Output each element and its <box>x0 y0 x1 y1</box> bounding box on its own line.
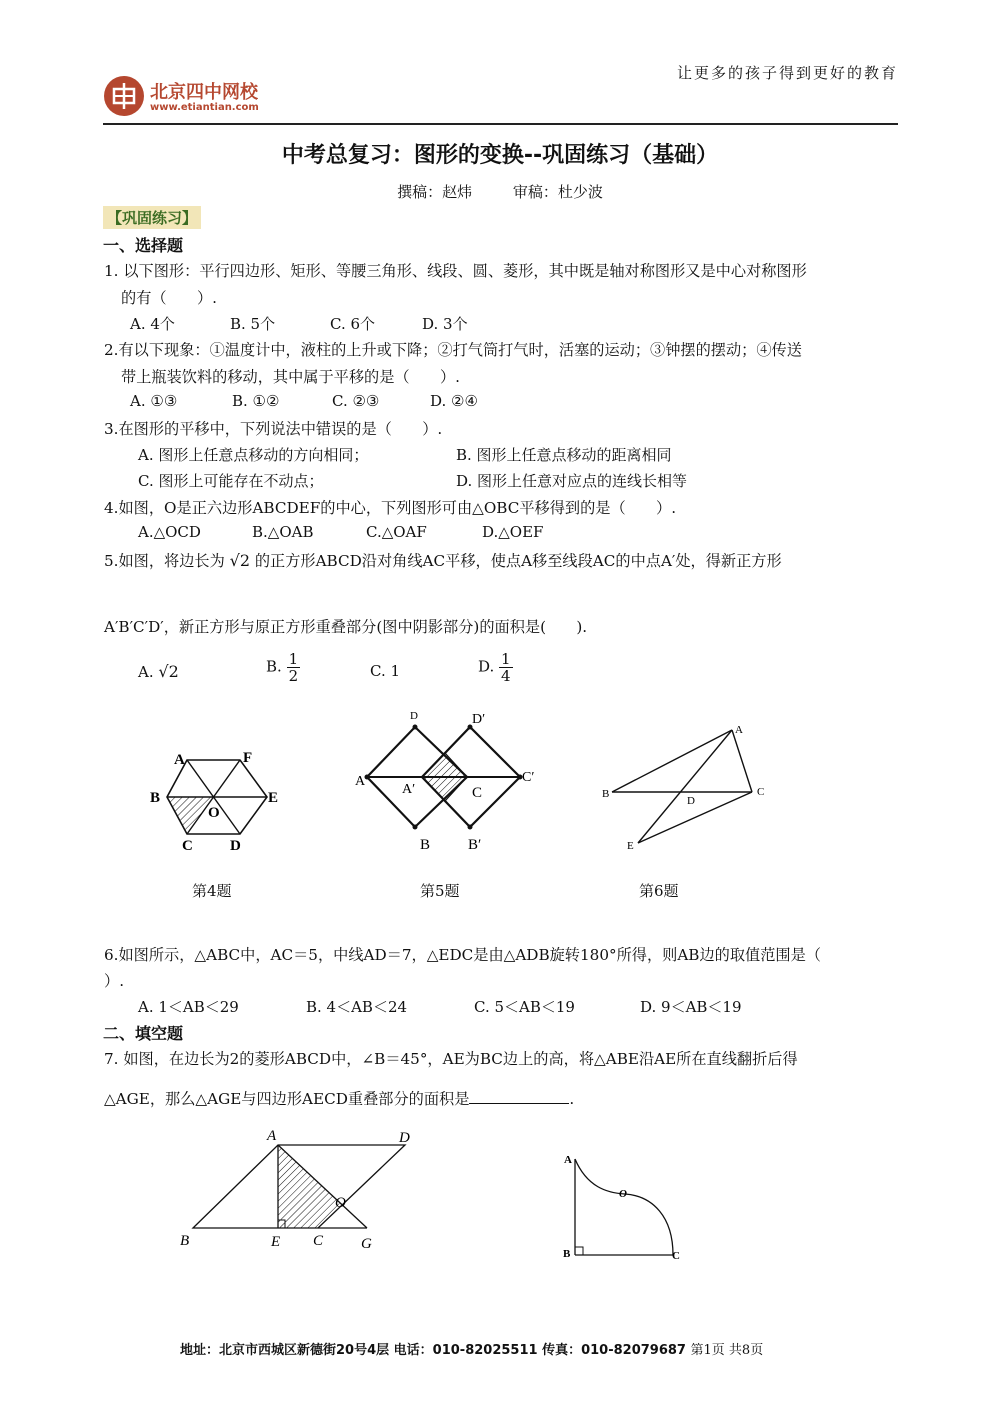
q1-option-b: B. 5个 <box>230 315 276 333</box>
q2-line1: 2.有以下现象：①温度计中，液柱的上升或下降；②打气筒打气时，活塞的运动；③钟摆的摆动；④传送 <box>104 341 802 359</box>
caption-q5: 第5题 <box>420 882 460 900</box>
caption-q6: 第6题 <box>639 882 679 900</box>
q6-option-d: D. 9＜AB＜19 <box>640 998 742 1016</box>
fig4-label-c: C <box>182 838 193 854</box>
q6-line1: 6.如图所示，△ABC中，AC＝5，中线AD＝7，△EDC是由△ADB旋转180°所得，则AB边的取值范围是（ <box>104 946 821 964</box>
q6-line2: ）. <box>104 972 125 990</box>
q5-sqrt2: √2 <box>229 551 251 570</box>
fig8-label-c: C <box>672 1250 680 1262</box>
q5-option-a-label: A. <box>138 663 154 681</box>
logo <box>104 76 294 120</box>
footer-address: 地址：北京市西城区新德街20号4层 电话：010-82025511 传真：010-82079687 <box>180 1343 686 1358</box>
reviewer: 审稿：杜少波 <box>512 183 603 201</box>
q5-option-a <box>138 662 179 681</box>
q5-option-b <box>266 651 300 684</box>
q7-line2-end: . <box>569 1090 575 1108</box>
fig4-label-b: B <box>150 790 161 806</box>
q5-option-d <box>478 651 513 684</box>
fig8-label-b: B <box>563 1248 571 1260</box>
q3-option-a: A. 图形上任意点移动的方向相同； <box>138 446 369 464</box>
fig7-label-c: C <box>313 1233 324 1249</box>
section-tag: 【巩固练习】 <box>103 206 201 229</box>
q5-option-b-num: 1 <box>288 650 299 668</box>
q1-line2: 的有（ ）. <box>121 289 217 307</box>
fig5-label-b-prime: B′ <box>468 837 482 853</box>
q2-option-a: A. ①③ <box>130 392 178 410</box>
authors <box>0 181 1000 202</box>
q5-option-d-num: 1 <box>501 650 511 668</box>
logo-emblem-icon <box>104 76 144 116</box>
part1-heading: 一、选择题 <box>103 236 184 255</box>
q6-option-c: C. 5＜AB＜19 <box>474 998 575 1016</box>
q5-option-b-den: 2 <box>288 667 299 685</box>
q3-line1: 3.在图形的平移中，下列说法中错误的是（ ）. <box>104 420 443 438</box>
q5-line2: A′B′C′D′，新正方形与原正方形重叠部分(图中阴影部分)的面积是( ). <box>104 618 588 636</box>
q2-option-b: B. ①② <box>232 392 280 410</box>
q4-option-b: B.△OAB <box>252 523 314 541</box>
logo-url: www.etiantian.com <box>150 102 259 113</box>
fig7-label-o: O <box>335 1195 346 1211</box>
q4-option-c: C.△OAF <box>366 523 427 541</box>
q2-option-c: C. ②③ <box>332 392 380 410</box>
q5-option-b-label: B. <box>266 657 282 676</box>
q7-line1: 7. 如图，在边长为2的菱形ABCD中，∠B＝45°，AE为BC边上的高，将△ABE沿AE所在直线翻折后得 <box>104 1050 798 1068</box>
fig6-label-c: C <box>757 786 765 798</box>
fig5-label-c: C <box>472 785 483 801</box>
fig5-label-a: A <box>355 774 366 789</box>
figure-q7-curve <box>555 1145 695 1265</box>
q7-line2 <box>104 1088 574 1109</box>
fig7-label-e: E <box>271 1234 281 1250</box>
figure-q4-hexagon <box>140 740 290 860</box>
q1-option-c: C. 6个 <box>330 315 376 333</box>
q7-line2-text: △AGE，那么△AGE与四边形AECD重叠部分的面积是 <box>104 1090 470 1108</box>
fig5-label-d: D <box>410 710 418 722</box>
fig6-label-b: B <box>602 788 610 800</box>
q5-option-d-label: D. <box>478 657 495 676</box>
fig4-label-e: E <box>268 790 279 806</box>
fig8-label-o: O <box>619 1188 627 1200</box>
figure-q7-rhombus <box>175 1120 435 1255</box>
fig4-label-o: O <box>208 805 220 821</box>
q5-line1-b: 的正方形ABCD沿对角线AC平移，使点A移至线段AC的中点A′处，得新正方形 <box>254 552 782 570</box>
fig5-label-b: B <box>420 837 431 853</box>
q5-option-a-value: √2 <box>158 662 179 681</box>
q6-option-a: A. 1＜AB＜29 <box>138 998 239 1016</box>
fig8-label-a: A <box>564 1154 572 1166</box>
fig6-label-e: E <box>627 840 634 852</box>
figure-q5-squares <box>350 705 550 860</box>
fig7-label-d: D <box>399 1130 410 1146</box>
fig6-label-a: A <box>735 724 743 736</box>
fig5-label-d-prime: D′ <box>472 712 486 727</box>
fig4-label-f: F <box>243 750 253 766</box>
q5-line1-a: 5.如图，将边长为 <box>104 552 225 570</box>
footer <box>180 1339 763 1358</box>
q1-line1: 1. 以下图形：平行四边形、矩形、等腰三角形、线段、圆、菱形，其中既是轴对称图形又是中心对称图形 <box>104 262 807 280</box>
q1-option-d: D. 3个 <box>422 315 468 333</box>
fig4-label-d: D <box>230 838 241 854</box>
part2-heading: 二、填空题 <box>103 1024 184 1043</box>
q2-option-d: D. ②④ <box>430 392 478 410</box>
q5-option-c: C. 1 <box>370 662 401 680</box>
caption-q4: 第4题 <box>192 882 232 900</box>
fig5-label-a-prime: A′ <box>402 782 416 797</box>
q6-option-b: B. 4＜AB＜24 <box>306 998 408 1016</box>
q3-option-b: B. 图形上任意点移动的距离相同 <box>456 446 672 464</box>
page-title: 中考总复习：图形的变换--巩固练习（基础） <box>281 143 719 168</box>
fig4-label-a: A <box>174 752 185 768</box>
figure-q6-triangles <box>595 715 785 855</box>
writer: 撰稿：赵炜 <box>397 183 473 201</box>
fig7-label-g: G <box>361 1236 372 1252</box>
fig5-label-c-prime: C′ <box>522 770 535 785</box>
fig7-label-a: A <box>267 1128 277 1144</box>
fig6-label-d: D <box>687 795 695 807</box>
q4-option-a: A.△OCD <box>138 523 201 541</box>
q3-option-d: D. 图形上任意对应点的连线长相等 <box>456 472 688 490</box>
logo-brand: 北京四中网校 <box>150 82 258 103</box>
q2-line2: 带上瓶装饮料的移动，其中属于平移的是（ ）. <box>121 368 460 386</box>
q4-option-d: D.△OEF <box>482 523 544 541</box>
q5-option-d-fraction <box>499 651 513 684</box>
header-rule <box>103 123 898 125</box>
q5-option-b-fraction <box>287 651 301 684</box>
q5-option-d-den: 4 <box>501 667 511 685</box>
q4-line1: 4.如图，O是正六边形ABCDEF的中心，下列图形可由△OBC平移得到的是（ ）. <box>104 499 677 517</box>
header-slogan: 让更多的孩子得到更好的教育 <box>676 64 898 82</box>
q5-line1 <box>104 550 782 571</box>
fig7-label-b: B <box>180 1233 190 1249</box>
q1-option-a: A. 4个 <box>130 315 175 333</box>
q7-answer-blank[interactable] <box>469 1103 569 1104</box>
footer-page: 第1页 共8页 <box>690 1343 764 1358</box>
q3-option-c: C. 图形上可能存在不动点； <box>138 472 324 490</box>
